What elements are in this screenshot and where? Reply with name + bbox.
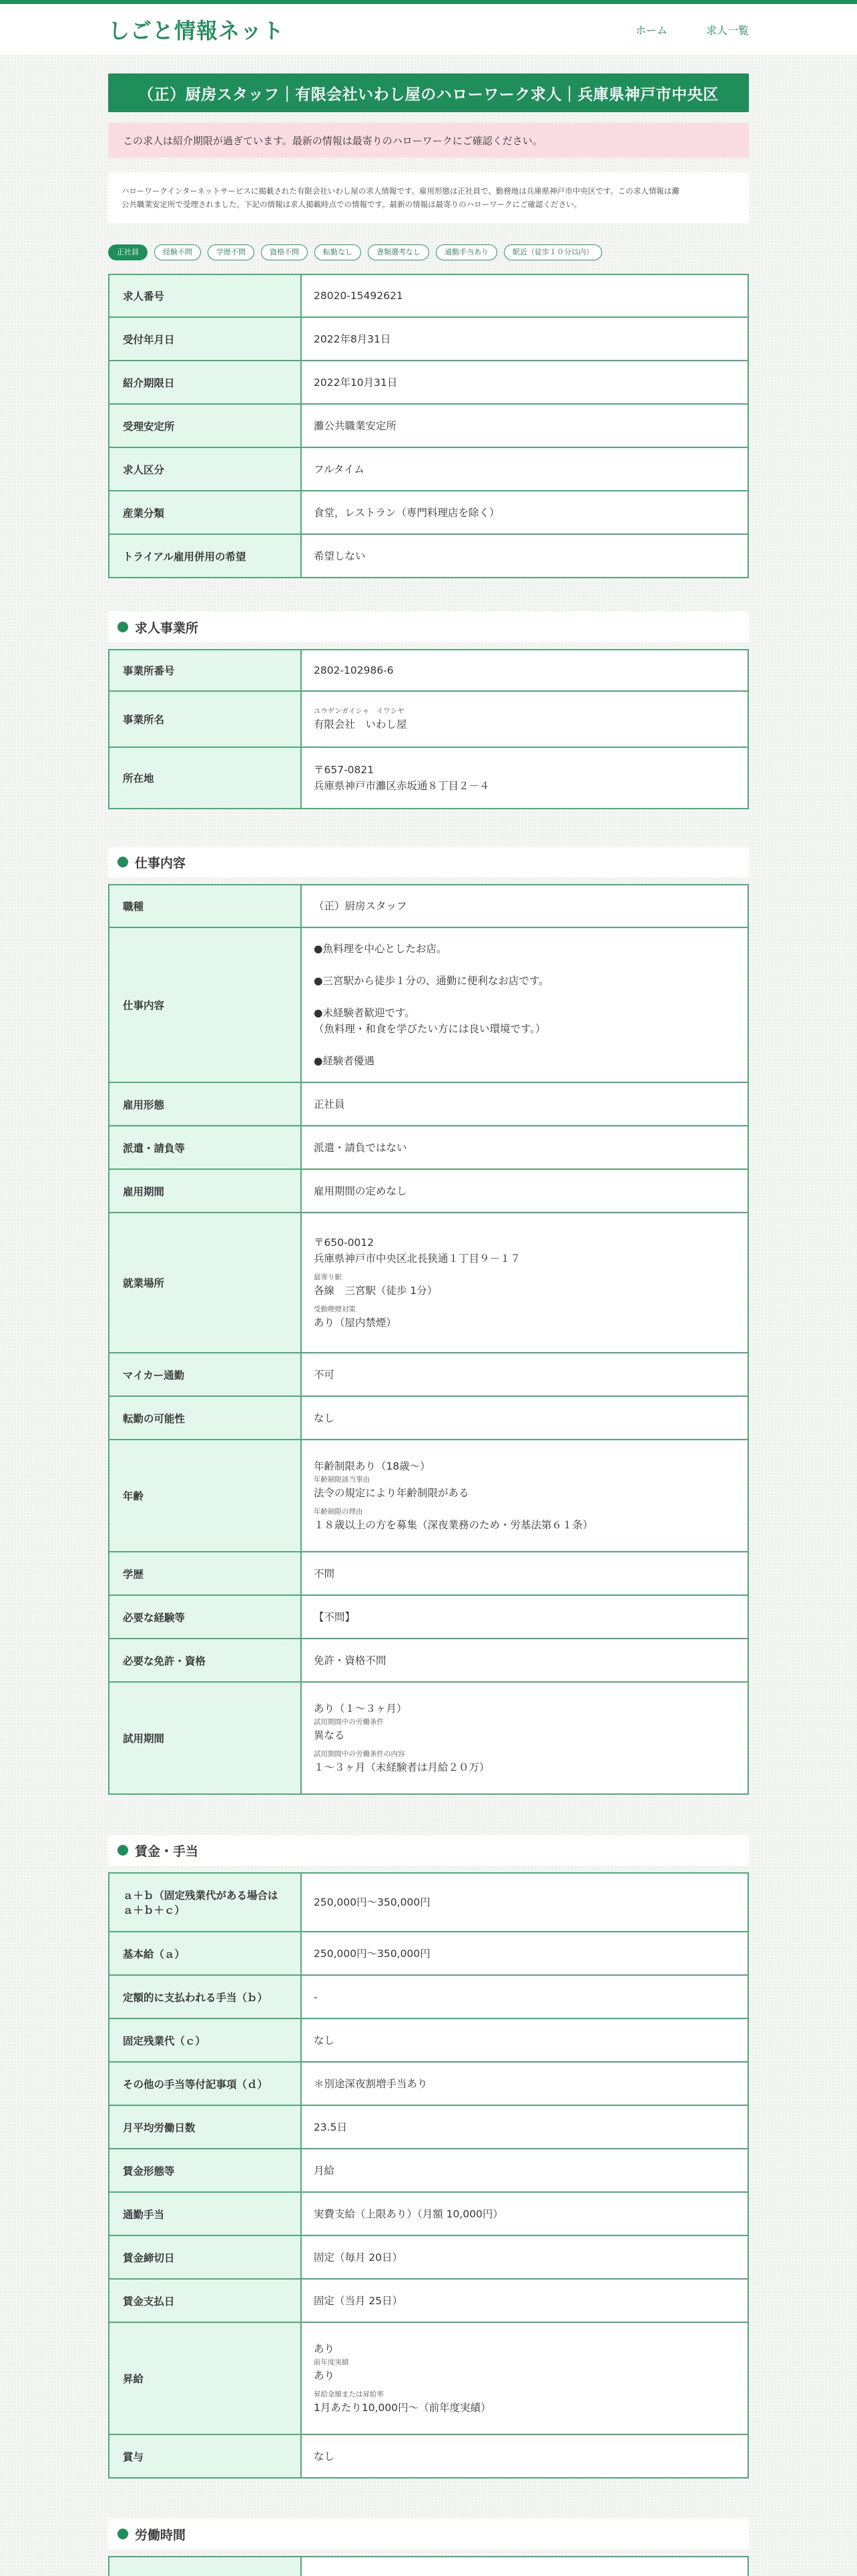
row-label: 基本給（ａ） <box>109 1932 301 1975</box>
row-label: 職種 <box>109 885 301 927</box>
desc-line: （魚料理・和食を学びたい方には良い環境です。） <box>314 1023 546 1035</box>
table-row <box>109 1639 748 1682</box>
row-label: 所在地 <box>109 747 301 809</box>
table-row <box>109 2018 748 2062</box>
desc-line: ●三宮駅から徒歩１分の、通勤に便利なお店です。 <box>314 975 549 987</box>
job-notice <box>108 172 749 223</box>
expired-alert: この求人は紹介期限が過ぎています。最新の情報は最寄りのハローワークにご確認ください。 <box>108 123 749 158</box>
row-label: 転勤の可能性 <box>109 1396 301 1440</box>
row-label: 受付年月日 <box>109 317 301 361</box>
age-value: 年齢制限あり（18歳～） <box>314 1460 431 1472</box>
section-title: 労働時間 <box>135 2527 186 2543</box>
office-section <box>108 612 749 809</box>
row-label: 賃金形態等 <box>109 2149 301 2192</box>
table-row <box>109 2105 748 2149</box>
trial-sub-label: 試用期間中の労働条件の内容 <box>314 1750 405 1758</box>
row-value: なし <box>301 2434 748 2478</box>
table-row <box>109 1440 748 1552</box>
table-row <box>109 274 748 317</box>
row-value: 免許・資格不問 <box>301 1639 748 1682</box>
row-label: 仕事内容 <box>109 927 301 1082</box>
desc-line: ●経験者優遇 <box>314 1055 375 1067</box>
row-label: 産業分類 <box>109 491 301 534</box>
row-label: 賃金支払日 <box>109 2279 301 2322</box>
row-value: フルタイム <box>301 447 748 491</box>
page-title: （正）厨房スタッフ｜有限会社いわし屋のハローワーク求人｜兵庫県神戸市中央区 <box>108 73 749 112</box>
row-value: なし <box>301 1396 748 1440</box>
hours-table-start <box>108 2556 749 2576</box>
table-row <box>109 1213 748 1353</box>
wage-section <box>108 1835 749 2479</box>
bullet-dot-icon <box>117 1845 128 1856</box>
hours-section <box>108 2519 749 2576</box>
row-value <box>301 747 748 809</box>
tag-no-experience: 経験不問 <box>154 244 201 260</box>
row-value: 雇用期間の定めなし <box>301 1169 748 1213</box>
row-value: 2802-102986-6 <box>301 650 748 691</box>
row-value <box>301 1682 748 1794</box>
raise-sub-label: 前年度実績 <box>314 2358 349 2366</box>
row-label: 学歴 <box>109 1552 301 1595</box>
row-label: 事業所番号 <box>109 650 301 691</box>
name-kana: ユウゲンガイシャ イワシヤ <box>314 707 404 715</box>
section-title: 求人事業所 <box>135 620 199 636</box>
table-row <box>109 2192 748 2235</box>
table-row <box>109 404 748 447</box>
row-label: 固定残業代（ｃ） <box>109 2018 301 2062</box>
wage-table <box>108 1872 749 2479</box>
table-row <box>109 2235 748 2279</box>
table-row <box>109 747 748 809</box>
table-row <box>109 1082 748 1126</box>
row-label: 必要な免許・資格 <box>109 1639 301 1682</box>
age-sub-value: 法令の規定により年齢制限がある <box>314 1487 469 1499</box>
row-label: 定額的に支払われる手当（ｂ） <box>109 1975 301 2018</box>
table-row <box>109 885 748 927</box>
row-label: 求人区分 <box>109 447 301 491</box>
row-value: ＊別途深夜割増手当あり <box>301 2062 748 2105</box>
row-label: その他の手当等付記事項（ｄ） <box>109 2062 301 2105</box>
job-section <box>108 847 749 1795</box>
table-row <box>109 1353 748 1396</box>
row-label <box>109 1873 301 1932</box>
place-address: 兵庫県神戸市中央区北長狭通１丁目９－１７ <box>314 1253 521 1265</box>
row-value: 28020-15492621 <box>301 274 748 317</box>
table-row <box>109 1932 748 1975</box>
desc-line: ●未経験者歓迎です。 <box>314 1007 415 1019</box>
label-line: ａ＋ｂ＋ｃ） <box>123 1904 186 1916</box>
trial-sub-value: 異なる <box>314 1729 345 1741</box>
row-value: 固定（毎月 20日） <box>301 2235 748 2279</box>
row-value: 【不問】 <box>301 1595 748 1639</box>
row-label: 派遣・請負等 <box>109 1126 301 1169</box>
nav-job-list-link[interactable]: 求人一覧 <box>705 23 749 37</box>
row-label: 就業場所 <box>109 1213 301 1353</box>
table-row <box>109 2149 748 2192</box>
row-value: 派遣・請負ではない <box>301 1126 748 1169</box>
row-label: 昇給 <box>109 2322 301 2434</box>
office-zip: 〒657-0821 <box>314 764 374 776</box>
table-row <box>109 1126 748 1169</box>
age-sub-label: 年齢制限の理由 <box>314 1508 363 1516</box>
tag-no-transfer: 転勤なし <box>314 244 361 260</box>
notice-line: ハローワークインターネットサービスに掲載された有限会社いわし屋の求人情報です。雇用形態は正社員で、勤務地は兵庫県神戸市中央区です。この求人情報は灘 <box>121 186 679 196</box>
office-name: 有限会社 いわし屋 <box>314 718 407 730</box>
row-value: 月給 <box>301 2149 748 2192</box>
row-value <box>301 691 748 747</box>
site-header <box>0 4 857 55</box>
trial-value: あり（１～３ヶ月） <box>314 1703 407 1715</box>
tag-no-document-screening: 書類選考なし <box>368 244 429 260</box>
table-row <box>109 1169 748 1213</box>
desc-line: ●魚料理を中心としたお店。 <box>314 943 447 955</box>
row-value <box>301 2322 748 2434</box>
row-label: 紹介期限日 <box>109 361 301 404</box>
row-value: 250,000円～350,000円 <box>301 1932 748 1975</box>
row-value: （正）厨房スタッフ <box>301 885 748 927</box>
table-row <box>109 2322 748 2434</box>
row-value: 不可 <box>301 1353 748 1396</box>
table-row <box>109 447 748 491</box>
section-title: 仕事内容 <box>135 855 186 871</box>
basic-info-table <box>108 274 749 578</box>
age-sub-value: １８歳以上の方を募集（深夜業務のため・労基法第６１条） <box>314 1519 593 1531</box>
row-label: 雇用期間 <box>109 1169 301 1213</box>
row-label: 事業所名 <box>109 691 301 747</box>
job-table <box>108 884 749 1795</box>
row-value: 固定（当月 25日） <box>301 2279 748 2322</box>
section-heading <box>108 612 749 642</box>
row-value: 2022年8月31日 <box>301 317 748 361</box>
row-label: トライアル雇用併用の希望 <box>109 534 301 578</box>
trial-sub-value: １～３ヶ月（未経験者は月給２０万） <box>314 1761 490 1773</box>
bullet-dot-icon <box>117 2529 128 2539</box>
row-label: 賞与 <box>109 2434 301 2478</box>
raise-value: あり <box>314 2343 335 2355</box>
row-label: 通勤手当 <box>109 2192 301 2235</box>
row-label: 賃金締切日 <box>109 2235 301 2279</box>
row-label: 受理安定所 <box>109 404 301 447</box>
feature-tags <box>108 244 749 262</box>
table-row <box>109 1873 748 1932</box>
row-label <box>109 2557 302 2576</box>
row-value: 食堂，レストラン（専門料理店を除く） <box>301 491 748 534</box>
table-row <box>109 1396 748 1440</box>
bullet-dot-icon <box>117 857 128 867</box>
basic-info <box>108 274 749 578</box>
bullet-dot-icon <box>117 622 128 632</box>
place-zip: 〒650-0012 <box>314 1237 374 1249</box>
table-row <box>109 317 748 361</box>
row-value: なし <box>301 2018 748 2062</box>
table-row <box>109 534 748 578</box>
tag-full-time: 正社員 <box>108 244 148 260</box>
row-value: - <box>301 1975 748 2018</box>
tag-no-license: 資格不問 <box>261 244 308 260</box>
table-row <box>109 491 748 534</box>
row-label: 必要な経験等 <box>109 1595 301 1639</box>
tag-near-station: 駅近（徒歩１０分以内） <box>504 244 602 260</box>
section-heading <box>108 2519 749 2549</box>
raise-sub-value: 1月あたり10,000円～（前年度実績） <box>314 2402 491 2414</box>
row-value <box>301 1440 748 1552</box>
trial-sub-label: 試用期間中の労働条件 <box>314 1718 384 1726</box>
table-row <box>109 361 748 404</box>
row-label: 求人番号 <box>109 274 301 317</box>
table-row <box>109 1975 748 2018</box>
row-value <box>301 1213 748 1353</box>
row-label: 年齢 <box>109 1440 301 1552</box>
notice-line: 公共職業安定所で受理されました。下記の情報は求人掲載時点での情報です。最新の情報は最寄りのハローワークにご確認ください。 <box>121 200 582 209</box>
table-row <box>109 2279 748 2322</box>
row-value: 実費支給（上限あり）（月額 10,000円） <box>301 2192 748 2235</box>
label-line: ａ＋ｂ（固定残業代がある場合は <box>123 1890 278 1902</box>
row-label: 試用期間 <box>109 1682 301 1794</box>
row-label: 月平均労働日数 <box>109 2105 301 2149</box>
office-table <box>108 649 749 809</box>
row-value: 不問 <box>301 1552 748 1595</box>
table-row <box>109 2062 748 2105</box>
row-value: 23.5日 <box>301 2105 748 2149</box>
row-value: 灘公共職業安定所 <box>301 404 748 447</box>
raise-sub-label: 昇給金額または昇給率 <box>314 2390 384 2398</box>
row-label: 雇用形態 <box>109 1082 301 1126</box>
table-row <box>109 927 748 1082</box>
nav-home-link[interactable]: ホーム <box>635 23 667 37</box>
smoke-value: あり（屋内禁煙） <box>314 1317 397 1329</box>
table-row <box>109 1595 748 1639</box>
row-value: 2022年10月31日 <box>301 361 748 404</box>
table-row <box>109 1682 748 1794</box>
table-row <box>109 2434 748 2478</box>
smoke-label: 受動喫煙対策 <box>314 1305 356 1313</box>
section-heading <box>108 1835 749 1866</box>
site-logo[interactable]: しごと情報ネット <box>108 18 285 43</box>
table-row <box>109 1552 748 1595</box>
main-nav <box>635 22 749 37</box>
row-value: 250,000円～350,000円 <box>301 1873 748 1932</box>
row-value <box>301 927 748 1082</box>
office-address: 兵庫県神戸市灘区赤坂通８丁目２－４ <box>314 780 490 792</box>
tag-commute-allowance: 通勤手当あり <box>436 244 497 260</box>
raise-sub-value: あり <box>314 2370 335 2382</box>
row-value: 正社員 <box>301 1082 748 1126</box>
table-row <box>109 650 748 691</box>
section-heading <box>108 847 749 877</box>
table-row <box>109 691 748 747</box>
section-title: 賃金・手当 <box>135 1844 199 1859</box>
station-label: 最寄り駅 <box>314 1273 342 1281</box>
age-sub-label: 年齢制限該当事由 <box>314 1476 370 1484</box>
row-label: マイカー通勤 <box>109 1353 301 1396</box>
station-value: 各線 三宮駅（徒歩 1分） <box>314 1285 438 1297</box>
tag-no-education: 学歴不問 <box>208 244 254 260</box>
row-value: 希望しない <box>301 534 748 578</box>
